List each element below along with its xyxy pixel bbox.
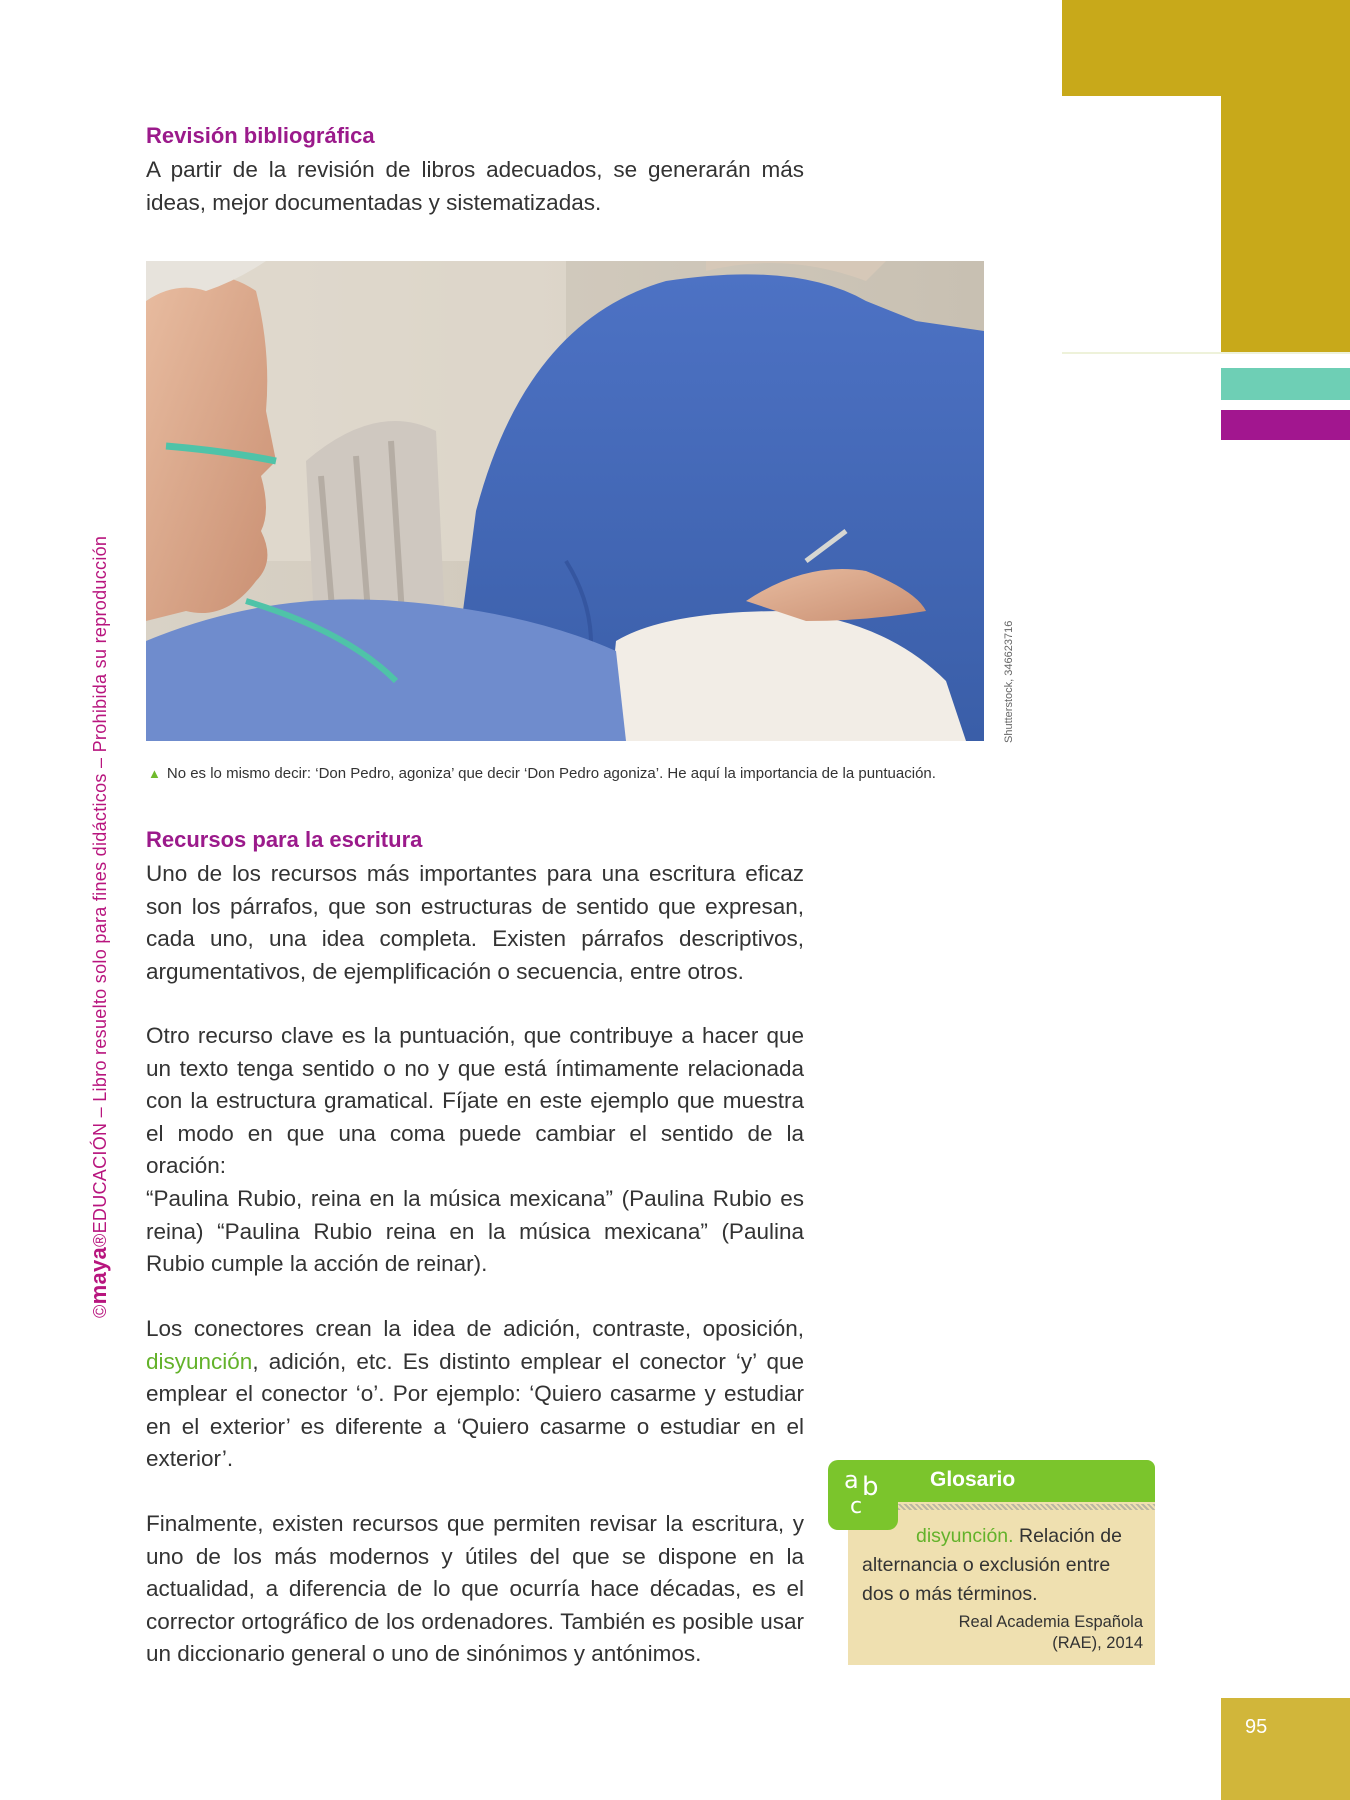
glossary-source: Real Academia Española (RAE), 2014 xyxy=(958,1613,1143,1652)
glossary-header xyxy=(883,1460,1155,1502)
glossary-term: disyunción. xyxy=(916,1525,1014,1547)
paragraph-corrector: Finalmente, existen recursos que permiten revisar la escritura, y uno de los más modernos y útiles del que se dispone en la actualidad, a diferencia de lo que ocurría hace décadas, es el corrector ortográfico de los ordenadores. También es posible usar un diccionario general o uno de sinónimos y antónimos. xyxy=(146,1511,804,1666)
abc-icon: a b c xyxy=(828,1460,898,1530)
paragraph-puntuacion: Otro recurso clave es la puntuación, que contribuye a hacer que un texto tenga sentido o no y que está íntimamente relacionada con la estructura gramatical. Fíjate en este ejemplo que muestra el modo en que una coma puede cambiar el sentido de la oración: xyxy=(146,1023,804,1178)
decorative-magenta-bar xyxy=(1221,410,1350,440)
decorative-gold-bar xyxy=(1062,0,1350,96)
page-number: 95 xyxy=(1245,1716,1268,1738)
copyright-symbol: © xyxy=(90,1304,110,1318)
caption-text: No es lo mismo decir: ‘Don Pedro, agoniza’ que decir ‘Don Pedro agoniza’. He aquí la importancia de la puntuación. xyxy=(166,765,936,782)
publisher-logo: maya xyxy=(86,1246,111,1305)
paragraph-parrafos: Uno de los recursos más importantes para una escritura eficaz son los párrafos, que son estructuras de sentido que expresan, cada uno, una idea completa. Existen párrafos descriptivos, argumentativos, de ejemplificación o secuencia, entre otros. xyxy=(146,861,804,984)
paragraph-conectores: Los conectores crean la idea de adición, contraste, oposición, disyunción, adición, etc. Es distinto emplear el conector ‘y’ que emplear el conector ‘o’. Por ejemplo: ‘Quiero casarme y estudiar en el exterior’ es diferente a ‘Quiero casarme o estudiar en el exterior’. xyxy=(146,1316,804,1471)
glossary-box xyxy=(828,1460,1155,1665)
glossary-definition: disyunción. Relación de alternancia o exclusión entre dos o más términos. xyxy=(862,1525,1122,1605)
page-number-box xyxy=(1221,1698,1350,1800)
glossary-term-link: disyunción xyxy=(146,1348,253,1374)
copyright-notice xyxy=(86,478,112,1318)
photo-caption xyxy=(148,765,936,782)
section-title-revision: Revisión bibliográfica xyxy=(146,123,375,148)
decorative-divider xyxy=(1062,352,1350,354)
decorative-teal-bar xyxy=(1221,368,1350,400)
glossary-stripe xyxy=(898,1504,1155,1510)
photo-patient-hospital xyxy=(146,261,984,741)
triangle-icon: ▲ xyxy=(148,766,161,781)
glossary-title: Glosario xyxy=(930,1468,1016,1491)
section-title-recursos: Recursos para la escritura xyxy=(146,827,423,852)
paragraph-ejemplo: “Paulina Rubio, reina en la música mexicana” (Paulina Rubio es reina) “Paulina Rubio reina en la música mexicana” (Paulina Rubio cumple la acción de reinar). xyxy=(146,1186,804,1276)
photo-credit: Shutterstock, 346623716 xyxy=(1003,620,1015,743)
copyright-text: ®EDUCACIÓN – Libro resuelto solo para fines didácticos – Prohibida su reproducción xyxy=(90,535,110,1247)
decorative-gold-block xyxy=(1221,96,1350,354)
paragraph-revision: A partir de la revisión de libros adecuados, se generarán más ideas, mejor documentadas y sistematizadas. xyxy=(146,157,804,215)
